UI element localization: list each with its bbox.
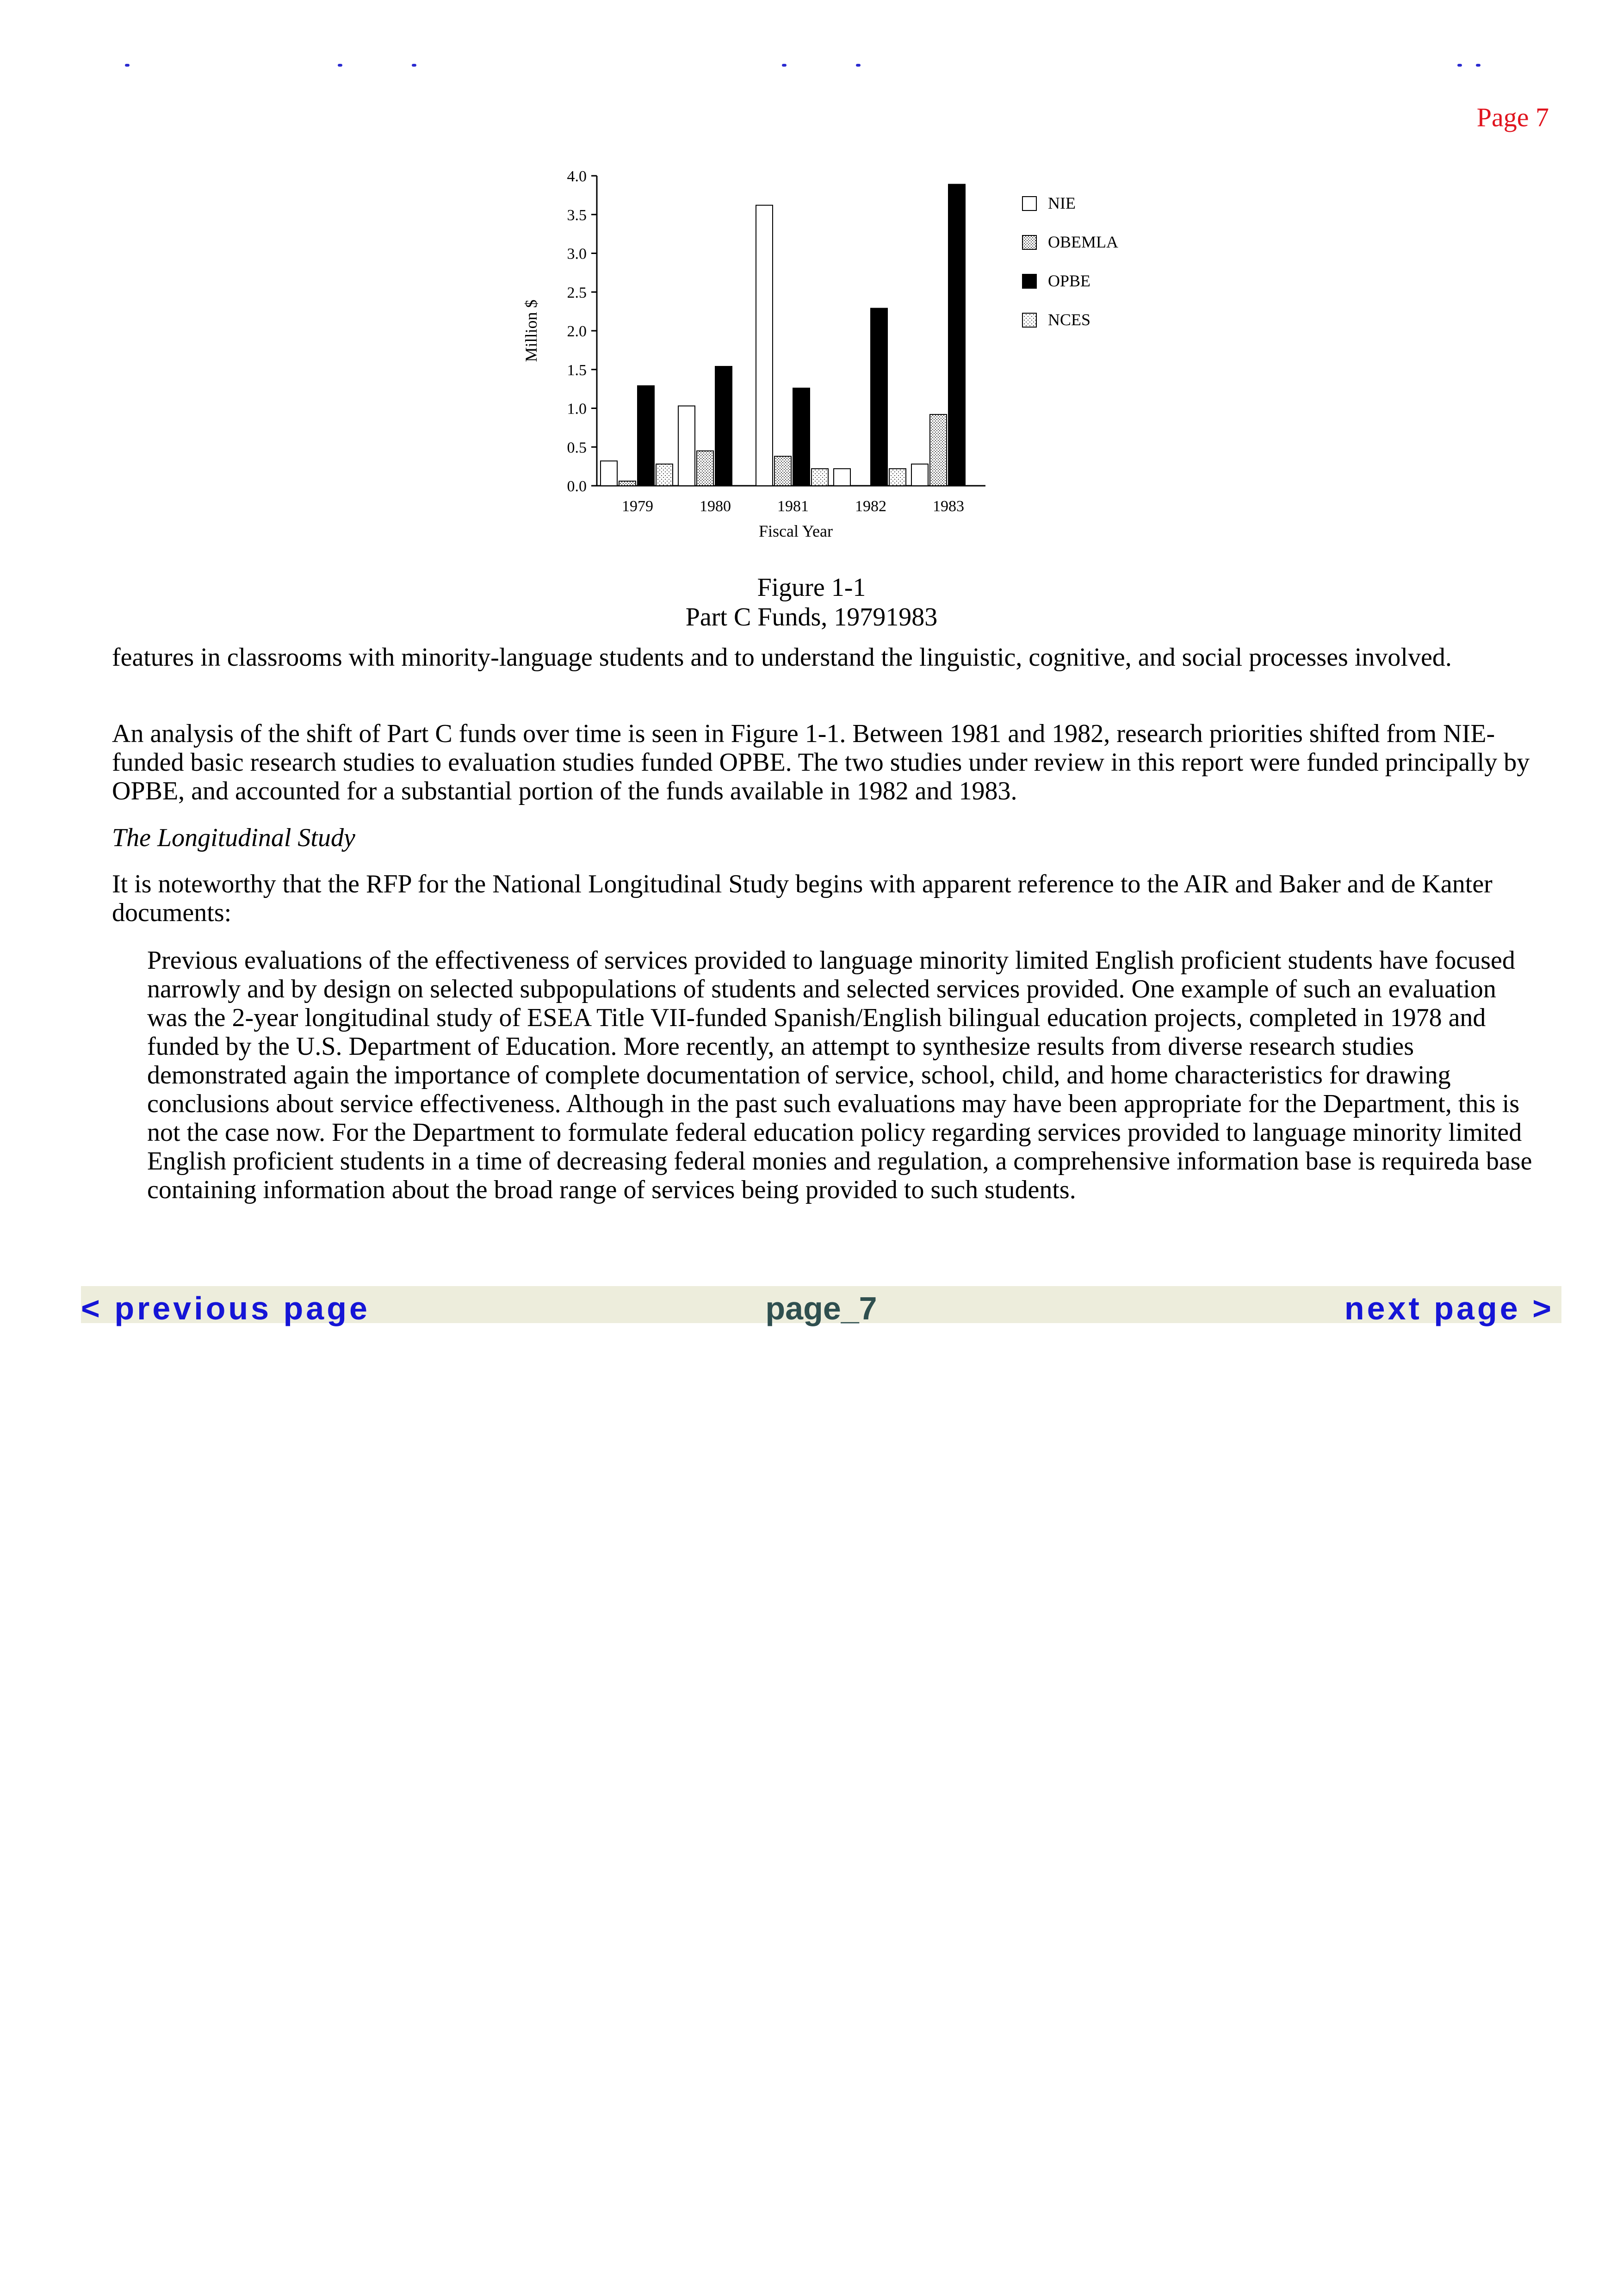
next-page-link[interactable]: next page > bbox=[1344, 1290, 1554, 1326]
bar-chart bbox=[509, 153, 1166, 560]
bar-nie-1983 bbox=[911, 464, 928, 486]
page-navigation-bar bbox=[81, 1286, 1561, 1326]
bar-opbe-1979 bbox=[638, 386, 654, 486]
bar-obemla-1980 bbox=[697, 451, 713, 486]
current-page-indicator: page_7 bbox=[765, 1290, 877, 1326]
section-heading: The Longitudinal Study bbox=[112, 823, 355, 852]
figure-caption-number: Figure 1-1 bbox=[757, 573, 866, 602]
y-tick-label: 2.0 bbox=[567, 323, 587, 340]
legend-swatch-nces bbox=[1022, 313, 1036, 327]
y-tick-label: 4.0 bbox=[567, 168, 587, 185]
legend-swatch-opbe bbox=[1022, 274, 1036, 288]
y-tick-label: 0.0 bbox=[567, 478, 587, 495]
bar-opbe-1982 bbox=[871, 308, 887, 486]
legend-swatch-nie bbox=[1022, 197, 1036, 210]
bar-obemla-1983 bbox=[930, 415, 947, 486]
legend-swatch-obemla bbox=[1022, 235, 1036, 249]
bar-opbe-1981 bbox=[793, 388, 810, 486]
bar-nie-1979 bbox=[601, 461, 617, 486]
page-number-label: Page 7 bbox=[1476, 102, 1549, 132]
y-tick-label: 1.0 bbox=[567, 400, 587, 418]
paragraph-1: features in classrooms with minority-language students and to understand the linguistic, cognitive, and social processes involved. bbox=[112, 643, 1452, 672]
legend-label-nie: NIE bbox=[1048, 194, 1076, 212]
x-tick-label: 1980 bbox=[700, 498, 731, 515]
bar-nces-1982 bbox=[889, 469, 906, 486]
bar-nces-1981 bbox=[812, 469, 828, 486]
previous-page-link[interactable]: < previous page bbox=[81, 1290, 370, 1326]
x-tick-label: 1979 bbox=[622, 498, 653, 515]
y-axis-label: Million $ bbox=[522, 299, 540, 362]
x-tick-label: 1981 bbox=[777, 498, 809, 515]
y-tick-label: 2.5 bbox=[567, 284, 587, 302]
x-tick-label: 1983 bbox=[933, 498, 964, 515]
bar-nie-1982 bbox=[834, 469, 850, 486]
figure-caption-title: Part C Funds, 19791983 bbox=[685, 603, 938, 631]
legend-label-opbe: OPBE bbox=[1048, 272, 1091, 290]
bar-obemla-1981 bbox=[774, 456, 791, 486]
y-tick-label: 3.0 bbox=[567, 245, 587, 263]
y-tick-label: 1.5 bbox=[567, 361, 587, 379]
bar-nie-1981 bbox=[756, 205, 773, 486]
x-tick-label: 1982 bbox=[855, 498, 886, 515]
bar-nie-1980 bbox=[678, 406, 695, 486]
figure-1-1-chart bbox=[509, 153, 1166, 560]
bar-obemla-1979 bbox=[619, 481, 636, 486]
bar-opbe-1983 bbox=[948, 184, 965, 486]
block-quote: Previous evaluations of the effectiveness of services provided to language minority limited English proficient students have focused narrowly and by design on selected subpopulations of students and selected services provided. One example of such an evaluation was the 2-year longitudinal study of ESEA Title VII-funded Spanish/English bilingual education projects, completed in 1978 and funded by the U.S. Department of Education. More recently, an attempt to synthesize results from diverse research studies demonstrated again the importance of complete documentation of service, school, child, and home characteristics for drawing conclusions about service effectiveness. Although in the past such evaluations may have been appropriate for the Department, this is not the case now. For the Department to formulate federal education policy regarding services provided to language minority limited English proficient students in a time of decreasing federal monies and regulation, a comprehensive information base is requireda base containing information about the broad range of services being provided to such students. bbox=[147, 946, 1532, 1204]
paragraph-3: It is noteworthy that the RFP for the National Longitudinal Study begins with apparent reference to the AIR and Baker and de Kanter documents: bbox=[112, 870, 1493, 927]
y-tick-label: 0.5 bbox=[567, 439, 587, 457]
legend-label-obemla: OBEMLA bbox=[1048, 233, 1118, 251]
x-axis-label: Fiscal Year bbox=[759, 522, 833, 540]
bar-opbe-1980 bbox=[715, 366, 732, 486]
paragraph-2: An analysis of the shift of Part C funds over time is seen in Figure 1-1. Between 1981 and 1982, research priorities shifted from NIE-funded basic research studies to evaluation studies funded OPBE. The two studies under review in this report were funded principally by OPBE, and accounted for a substantial portion of the funds available in 1982 and 1983. bbox=[112, 719, 1530, 805]
y-tick-label: 3.5 bbox=[567, 206, 587, 224]
legend-label-nces: NCES bbox=[1048, 310, 1091, 329]
bar-nces-1979 bbox=[656, 464, 673, 486]
top-navigation-remnant bbox=[116, 64, 1481, 70]
